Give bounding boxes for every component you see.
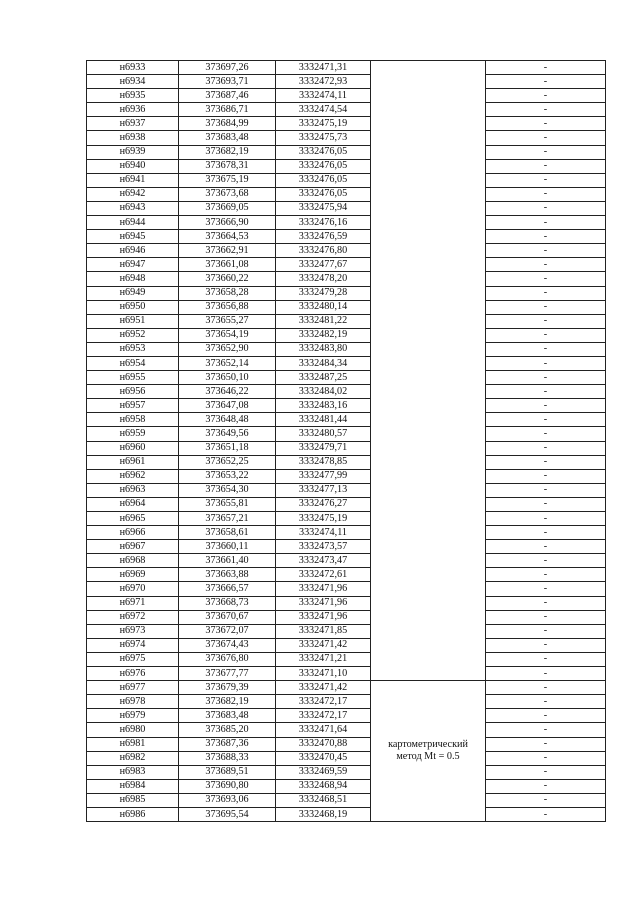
note-cell: - (486, 596, 606, 610)
table-row (87, 793, 606, 807)
table-row (87, 723, 606, 737)
x-coordinate-cell: 373676,80 (179, 652, 276, 666)
point-name-cell: н6941 (87, 173, 179, 187)
table-row (87, 61, 606, 75)
method-cell-group-2 (371, 681, 486, 822)
y-coordinate-cell: 3332471,64 (276, 723, 371, 737)
table-row (87, 695, 606, 709)
table-row (87, 582, 606, 596)
point-name-cell: н6939 (87, 145, 179, 159)
note-cell: - (486, 103, 606, 117)
x-coordinate-cell: 373666,90 (179, 216, 276, 230)
point-name-cell: н6985 (87, 793, 179, 807)
y-coordinate-cell: 3332468,51 (276, 793, 371, 807)
point-name-cell: н6980 (87, 723, 179, 737)
point-name-cell: н6969 (87, 568, 179, 582)
table-row (87, 117, 606, 131)
y-coordinate-cell: 3332468,94 (276, 779, 371, 793)
x-coordinate-cell: 373686,71 (179, 103, 276, 117)
table-row (87, 737, 606, 751)
point-name-cell: н6965 (87, 512, 179, 526)
point-name-cell: н6976 (87, 667, 179, 681)
x-coordinate-cell: 373687,36 (179, 737, 276, 751)
note-cell: - (486, 709, 606, 723)
point-name-cell: н6945 (87, 230, 179, 244)
x-coordinate-cell: 373684,99 (179, 117, 276, 131)
x-coordinate-cell: 373673,68 (179, 187, 276, 201)
y-coordinate-cell: 3332481,22 (276, 314, 371, 328)
note-cell: - (486, 216, 606, 230)
note-cell: - (486, 441, 606, 455)
point-name-cell: н6957 (87, 399, 179, 413)
y-coordinate-cell: 3332476,16 (276, 216, 371, 230)
table-row (87, 89, 606, 103)
y-coordinate-cell: 3332476,05 (276, 159, 371, 173)
y-coordinate-cell: 3332483,80 (276, 342, 371, 356)
x-coordinate-cell: 373677,77 (179, 667, 276, 681)
x-coordinate-cell: 373695,54 (179, 807, 276, 821)
point-name-cell: н6934 (87, 75, 179, 89)
table-row (87, 286, 606, 300)
note-cell: - (486, 117, 606, 131)
note-cell: - (486, 554, 606, 568)
x-coordinate-cell: 373672,07 (179, 624, 276, 638)
x-coordinate-cell: 373693,71 (179, 75, 276, 89)
point-name-cell: н6970 (87, 582, 179, 596)
x-coordinate-cell: 373651,18 (179, 441, 276, 455)
note-cell: - (486, 483, 606, 497)
y-coordinate-cell: 3332476,59 (276, 230, 371, 244)
y-coordinate-cell: 3332476,05 (276, 145, 371, 159)
point-name-cell: н6959 (87, 427, 179, 441)
note-cell: - (486, 89, 606, 103)
x-coordinate-cell: 373687,46 (179, 89, 276, 103)
x-coordinate-cell: 373675,19 (179, 173, 276, 187)
note-cell: - (486, 300, 606, 314)
point-name-cell: н6978 (87, 695, 179, 709)
table-row (87, 765, 606, 779)
y-coordinate-cell: 3332469,59 (276, 765, 371, 779)
table-row (87, 328, 606, 342)
x-coordinate-cell: 373660,11 (179, 540, 276, 554)
table-row (87, 314, 606, 328)
x-coordinate-cell: 373654,30 (179, 483, 276, 497)
table-row (87, 540, 606, 554)
note-cell: - (486, 667, 606, 681)
x-coordinate-cell: 373654,19 (179, 328, 276, 342)
note-cell: - (486, 342, 606, 356)
point-name-cell: н6964 (87, 497, 179, 511)
y-coordinate-cell: 3332484,34 (276, 356, 371, 370)
point-name-cell: н6958 (87, 413, 179, 427)
y-coordinate-cell: 3332468,19 (276, 807, 371, 821)
point-name-cell: н6967 (87, 540, 179, 554)
point-name-cell: н6955 (87, 371, 179, 385)
point-name-cell: н6961 (87, 455, 179, 469)
y-coordinate-cell: 3332475,19 (276, 512, 371, 526)
note-cell: - (486, 455, 606, 469)
note-cell: - (486, 244, 606, 258)
x-coordinate-cell: 373668,73 (179, 596, 276, 610)
point-name-cell: н6971 (87, 596, 179, 610)
table-row (87, 751, 606, 765)
x-coordinate-cell: 373661,08 (179, 258, 276, 272)
table-row (87, 652, 606, 666)
table-row (87, 681, 606, 695)
note-cell: - (486, 526, 606, 540)
note-cell: - (486, 807, 606, 821)
table-row (87, 300, 606, 314)
point-name-cell: н6973 (87, 624, 179, 638)
x-coordinate-cell: 373679,39 (179, 681, 276, 695)
table-row (87, 483, 606, 497)
point-name-cell: н6953 (87, 342, 179, 356)
note-cell: - (486, 187, 606, 201)
x-coordinate-cell: 373652,14 (179, 356, 276, 370)
x-coordinate-cell: 373646,22 (179, 385, 276, 399)
y-coordinate-cell: 3332471,85 (276, 624, 371, 638)
note-cell: - (486, 272, 606, 286)
y-coordinate-cell: 3332471,42 (276, 638, 371, 652)
note-cell: - (486, 723, 606, 737)
note-cell: - (486, 75, 606, 89)
table-row (87, 216, 606, 230)
table-row (87, 624, 606, 638)
y-coordinate-cell: 3332476,05 (276, 187, 371, 201)
y-coordinate-cell: 3332482,19 (276, 328, 371, 342)
note-cell: - (486, 638, 606, 652)
point-name-cell: н6937 (87, 117, 179, 131)
x-coordinate-cell: 373683,48 (179, 709, 276, 723)
point-name-cell: н6972 (87, 610, 179, 624)
point-name-cell: н6951 (87, 314, 179, 328)
note-cell: - (486, 497, 606, 511)
note-cell: - (486, 540, 606, 554)
y-coordinate-cell: 3332471,42 (276, 681, 371, 695)
y-coordinate-cell: 3332471,31 (276, 61, 371, 75)
point-name-cell: н6943 (87, 201, 179, 215)
note-cell: - (486, 258, 606, 272)
x-coordinate-cell: 373688,33 (179, 751, 276, 765)
y-coordinate-cell: 3332479,28 (276, 286, 371, 300)
note-cell: - (486, 131, 606, 145)
note-cell: - (486, 356, 606, 370)
y-coordinate-cell: 3332478,85 (276, 455, 371, 469)
y-coordinate-cell: 3332471,21 (276, 652, 371, 666)
table-row (87, 75, 606, 89)
table-row (87, 230, 606, 244)
table-row (87, 512, 606, 526)
y-coordinate-cell: 3332470,88 (276, 737, 371, 751)
y-coordinate-cell: 3332474,11 (276, 526, 371, 540)
note-cell: - (486, 413, 606, 427)
x-coordinate-cell: 373666,57 (179, 582, 276, 596)
y-coordinate-cell: 3332479,71 (276, 441, 371, 455)
note-cell: - (486, 469, 606, 483)
x-coordinate-cell: 373669,05 (179, 201, 276, 215)
note-cell: - (486, 427, 606, 441)
x-coordinate-cell: 373697,26 (179, 61, 276, 75)
note-cell: - (486, 624, 606, 638)
note-cell: - (486, 145, 606, 159)
y-coordinate-cell: 3332483,16 (276, 399, 371, 413)
point-name-cell: н6968 (87, 554, 179, 568)
x-coordinate-cell: 373657,21 (179, 512, 276, 526)
note-cell: - (486, 399, 606, 413)
table-row (87, 187, 606, 201)
note-cell: - (486, 765, 606, 779)
table-row (87, 385, 606, 399)
y-coordinate-cell: 3332476,05 (276, 173, 371, 187)
table-row (87, 371, 606, 385)
table-row (87, 103, 606, 117)
table-row (87, 427, 606, 441)
point-name-cell: н6948 (87, 272, 179, 286)
note-cell: - (486, 61, 606, 75)
point-name-cell: н6952 (87, 328, 179, 342)
x-coordinate-cell: 373656,88 (179, 300, 276, 314)
table-row (87, 526, 606, 540)
table-row (87, 159, 606, 173)
note-cell: - (486, 695, 606, 709)
point-name-cell: н6986 (87, 807, 179, 821)
x-coordinate-cell: 373678,31 (179, 159, 276, 173)
table-row (87, 709, 606, 723)
note-cell: - (486, 314, 606, 328)
table-row (87, 244, 606, 258)
x-coordinate-cell: 373664,53 (179, 230, 276, 244)
y-coordinate-cell: 3332480,57 (276, 427, 371, 441)
note-cell: - (486, 568, 606, 582)
y-coordinate-cell: 3332471,10 (276, 667, 371, 681)
table-row (87, 596, 606, 610)
note-cell: - (486, 328, 606, 342)
table-row (87, 455, 606, 469)
x-coordinate-cell: 373689,51 (179, 765, 276, 779)
coordinates-table-body (87, 61, 606, 822)
note-cell: - (486, 779, 606, 793)
y-coordinate-cell: 3332470,45 (276, 751, 371, 765)
table-row (87, 356, 606, 370)
y-coordinate-cell: 3332472,17 (276, 695, 371, 709)
x-coordinate-cell: 373663,88 (179, 568, 276, 582)
x-coordinate-cell: 373690,80 (179, 779, 276, 793)
x-coordinate-cell: 373682,19 (179, 695, 276, 709)
x-coordinate-cell: 373658,28 (179, 286, 276, 300)
x-coordinate-cell: 373649,56 (179, 427, 276, 441)
note-cell: - (486, 652, 606, 666)
note-cell: - (486, 512, 606, 526)
point-name-cell: н6944 (87, 216, 179, 230)
x-coordinate-cell: 373682,19 (179, 145, 276, 159)
point-name-cell: н6983 (87, 765, 179, 779)
note-cell: - (486, 159, 606, 173)
point-name-cell: н6942 (87, 187, 179, 201)
y-coordinate-cell: 3332476,80 (276, 244, 371, 258)
method-cell-group-1 (371, 61, 486, 681)
x-coordinate-cell: 373647,08 (179, 399, 276, 413)
y-coordinate-cell: 3332472,61 (276, 568, 371, 582)
table-row (87, 469, 606, 483)
y-coordinate-cell: 3332487,25 (276, 371, 371, 385)
note-cell: - (486, 286, 606, 300)
method-text-line-2: метод Mt = 0.5 (396, 751, 460, 763)
x-coordinate-cell: 373652,90 (179, 342, 276, 356)
y-coordinate-cell: 3332475,73 (276, 131, 371, 145)
point-name-cell: н6947 (87, 258, 179, 272)
point-name-cell: н6940 (87, 159, 179, 173)
x-coordinate-cell: 373661,40 (179, 554, 276, 568)
table-row (87, 145, 606, 159)
point-name-cell: н6975 (87, 652, 179, 666)
table-row (87, 201, 606, 215)
y-coordinate-cell: 3332474,54 (276, 103, 371, 117)
y-coordinate-cell: 3332475,19 (276, 117, 371, 131)
point-name-cell: н6949 (87, 286, 179, 300)
note-cell: - (486, 793, 606, 807)
coordinates-table (86, 60, 606, 822)
y-coordinate-cell: 3332471,96 (276, 582, 371, 596)
note-cell: - (486, 371, 606, 385)
table-row (87, 638, 606, 652)
table-row (87, 173, 606, 187)
point-name-cell: н6933 (87, 61, 179, 75)
y-coordinate-cell: 3332476,27 (276, 497, 371, 511)
table-row (87, 272, 606, 286)
x-coordinate-cell: 373685,20 (179, 723, 276, 737)
note-cell: - (486, 582, 606, 596)
note-cell: - (486, 737, 606, 751)
y-coordinate-cell: 3332480,14 (276, 300, 371, 314)
x-coordinate-cell: 373655,81 (179, 497, 276, 511)
note-cell: - (486, 173, 606, 187)
x-coordinate-cell: 373650,10 (179, 371, 276, 385)
point-name-cell: н6981 (87, 737, 179, 751)
note-cell: - (486, 385, 606, 399)
x-coordinate-cell: 373655,27 (179, 314, 276, 328)
x-coordinate-cell: 373660,22 (179, 272, 276, 286)
point-name-cell: н6935 (87, 89, 179, 103)
note-cell: - (486, 230, 606, 244)
x-coordinate-cell: 373652,25 (179, 455, 276, 469)
point-name-cell: н6977 (87, 681, 179, 695)
table-row (87, 441, 606, 455)
point-name-cell: н6979 (87, 709, 179, 723)
x-coordinate-cell: 373683,48 (179, 131, 276, 145)
table-row (87, 258, 606, 272)
y-coordinate-cell: 3332471,96 (276, 610, 371, 624)
note-cell: - (486, 751, 606, 765)
y-coordinate-cell: 3332484,02 (276, 385, 371, 399)
table-row (87, 568, 606, 582)
point-name-cell: н6946 (87, 244, 179, 258)
point-name-cell: н6982 (87, 751, 179, 765)
y-coordinate-cell: 3332481,44 (276, 413, 371, 427)
point-name-cell: н6954 (87, 356, 179, 370)
point-name-cell: н6950 (87, 300, 179, 314)
table-row (87, 610, 606, 624)
x-coordinate-cell: 373674,43 (179, 638, 276, 652)
y-coordinate-cell: 3332471,96 (276, 596, 371, 610)
table-row (87, 497, 606, 511)
y-coordinate-cell: 3332473,47 (276, 554, 371, 568)
table-row (87, 554, 606, 568)
y-coordinate-cell: 3332477,99 (276, 469, 371, 483)
x-coordinate-cell: 373670,67 (179, 610, 276, 624)
note-cell: - (486, 610, 606, 624)
point-name-cell: н6966 (87, 526, 179, 540)
method-text-line-1: картометрический (388, 739, 468, 751)
table-row (87, 779, 606, 793)
table-row (87, 667, 606, 681)
x-coordinate-cell: 373648,48 (179, 413, 276, 427)
y-coordinate-cell: 3332472,17 (276, 709, 371, 723)
y-coordinate-cell: 3332478,20 (276, 272, 371, 286)
table-row (87, 342, 606, 356)
note-cell: - (486, 681, 606, 695)
x-coordinate-cell: 373653,22 (179, 469, 276, 483)
point-name-cell: н6962 (87, 469, 179, 483)
x-coordinate-cell: 373658,61 (179, 526, 276, 540)
point-name-cell: н6936 (87, 103, 179, 117)
table-row (87, 413, 606, 427)
y-coordinate-cell: 3332477,13 (276, 483, 371, 497)
y-coordinate-cell: 3332472,93 (276, 75, 371, 89)
point-name-cell: н6974 (87, 638, 179, 652)
point-name-cell: н6938 (87, 131, 179, 145)
note-cell: - (486, 201, 606, 215)
x-coordinate-cell: 373662,91 (179, 244, 276, 258)
y-coordinate-cell: 3332475,94 (276, 201, 371, 215)
point-name-cell: н6960 (87, 441, 179, 455)
point-name-cell: н6956 (87, 385, 179, 399)
table-row (87, 399, 606, 413)
table-row (87, 807, 606, 821)
x-coordinate-cell: 373693,06 (179, 793, 276, 807)
point-name-cell: н6963 (87, 483, 179, 497)
table-row (87, 131, 606, 145)
y-coordinate-cell: 3332477,67 (276, 258, 371, 272)
y-coordinate-cell: 3332474,11 (276, 89, 371, 103)
point-name-cell: н6984 (87, 779, 179, 793)
y-coordinate-cell: 3332473,57 (276, 540, 371, 554)
